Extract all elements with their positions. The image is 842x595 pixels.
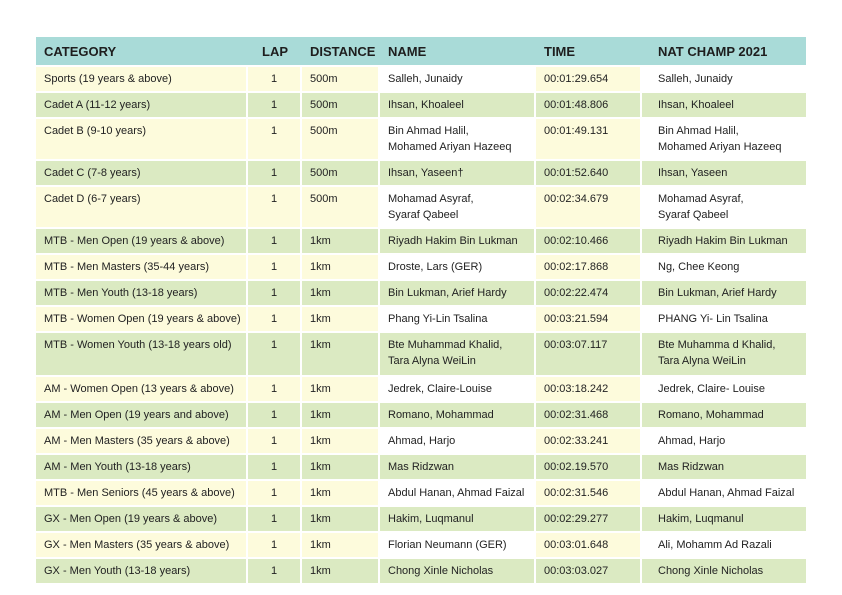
name-line-2: Syaraf Qabeel bbox=[388, 209, 459, 221]
cell-nat-champ bbox=[642, 187, 806, 229]
table-row bbox=[36, 481, 806, 507]
nat-champ-line: Mas Ridzwan bbox=[658, 461, 725, 473]
cell-category: AM - Men Open (19 years and above) bbox=[36, 403, 248, 429]
cell-time: 00:01:48.806 bbox=[536, 93, 642, 119]
nat-champ-line: Bin Ahmad Halil, bbox=[658, 125, 739, 137]
cell-name bbox=[380, 559, 536, 585]
cell-nat-champ bbox=[642, 429, 806, 455]
table-row bbox=[36, 377, 806, 403]
results-table bbox=[36, 37, 806, 585]
cell-distance: 1km bbox=[302, 533, 380, 559]
cell-nat-champ bbox=[642, 333, 806, 377]
cell-nat-champ bbox=[642, 119, 806, 161]
cell-time: 00:02:34.679 bbox=[536, 187, 642, 229]
cell-lap: 1 bbox=[248, 533, 302, 559]
nat-champ-line: Ng, Chee Keong bbox=[658, 261, 740, 273]
cell-time: 00:03:18.242 bbox=[536, 377, 642, 403]
cell-distance: 1km bbox=[302, 403, 380, 429]
nat-champ-line: Ihsan, Khoaleel bbox=[658, 99, 734, 111]
cell-category: MTB - Women Youth (13-18 years old) bbox=[36, 333, 248, 377]
cell-name bbox=[380, 429, 536, 455]
table-row bbox=[36, 533, 806, 559]
cell-time: 00:02:10.466 bbox=[536, 229, 642, 255]
cell-lap: 1 bbox=[248, 429, 302, 455]
header-lap: LAP bbox=[248, 37, 302, 67]
table-row bbox=[36, 161, 806, 187]
name-line: Jedrek, Claire-Louise bbox=[388, 383, 492, 395]
cell-category: Cadet C (7-8 years) bbox=[36, 161, 248, 187]
cell-distance: 1km bbox=[302, 333, 380, 377]
name-line: Romano, Mohammad bbox=[388, 409, 494, 421]
header-nat-champ: NAT CHAMP 2021 bbox=[642, 37, 806, 67]
header-distance: DISTANCE bbox=[302, 37, 380, 67]
cell-name bbox=[380, 307, 536, 333]
table-row bbox=[36, 281, 806, 307]
cell-lap: 1 bbox=[248, 229, 302, 255]
cell-category: MTB - Men Youth (13-18 years) bbox=[36, 281, 248, 307]
nat-champ-line: Abdul Hanan, Ahmad Faizal bbox=[658, 487, 795, 499]
nat-champ-line-2: Syaraf Qabeel bbox=[658, 209, 729, 221]
name-line: Mas Ridzwan bbox=[388, 461, 455, 473]
cell-nat-champ bbox=[642, 93, 806, 119]
header-time: TIME bbox=[536, 37, 642, 67]
cell-name bbox=[380, 403, 536, 429]
cell-name bbox=[380, 281, 536, 307]
nat-champ-line: Salleh, Junaidy bbox=[658, 73, 733, 85]
table-row bbox=[36, 187, 806, 229]
name-line: Mohamad Asyraf, bbox=[388, 193, 474, 205]
cell-name bbox=[380, 507, 536, 533]
cell-category: AM - Men Masters (35 years & above) bbox=[36, 429, 248, 455]
name-line: Ahmad, Harjo bbox=[388, 435, 456, 447]
cell-time: 00:02.19.570 bbox=[536, 455, 642, 481]
name-line: Florian Neumann (GER) bbox=[388, 539, 507, 551]
cell-category: MTB - Men Masters (35-44 years) bbox=[36, 255, 248, 281]
cell-lap: 1 bbox=[248, 161, 302, 187]
nat-champ-line: Hakim, Luqmanul bbox=[658, 513, 744, 525]
cell-nat-champ bbox=[642, 161, 806, 187]
cell-nat-champ bbox=[642, 403, 806, 429]
cell-distance: 1km bbox=[302, 481, 380, 507]
nat-champ-line: PHANG Yi- Lin Tsalina bbox=[658, 313, 768, 325]
cell-distance: 1km bbox=[302, 377, 380, 403]
table-row bbox=[36, 507, 806, 533]
table-row bbox=[36, 333, 806, 377]
cell-time: 00:01:29.654 bbox=[536, 67, 642, 93]
cell-time: 00:02:33.241 bbox=[536, 429, 642, 455]
cell-category: AM - Women Open (13 years & above) bbox=[36, 377, 248, 403]
nat-champ-line: Riyadh Hakim Bin Lukman bbox=[658, 235, 788, 247]
cell-nat-champ bbox=[642, 255, 806, 281]
cell-name bbox=[380, 187, 536, 229]
cell-time: 00:02:29.277 bbox=[536, 507, 642, 533]
name-line: Bte Muhammad Khalid, bbox=[388, 339, 503, 351]
name-line: Phang Yi-Lin Tsalina bbox=[388, 313, 488, 325]
cell-distance: 500m bbox=[302, 187, 380, 229]
cell-name bbox=[380, 161, 536, 187]
cell-category: Cadet A (11-12 years) bbox=[36, 93, 248, 119]
name-line: Bin Lukman, Arief Hardy bbox=[388, 287, 507, 299]
name-line: Bin Ahmad Halil, bbox=[388, 125, 469, 137]
cell-category: AM - Men Youth (13-18 years) bbox=[36, 455, 248, 481]
cell-name bbox=[380, 255, 536, 281]
cell-time: 00:01:52.640 bbox=[536, 161, 642, 187]
nat-champ-line: Romano, Mohammad bbox=[658, 409, 764, 421]
cell-nat-champ bbox=[642, 281, 806, 307]
cell-category: MTB - Men Seniors (45 years & above) bbox=[36, 481, 248, 507]
cell-nat-champ bbox=[642, 377, 806, 403]
nat-champ-line: Chong Xinle Nicholas bbox=[658, 565, 764, 577]
name-line: Salleh, Junaidy bbox=[388, 73, 463, 85]
cell-time: 00:02:17.868 bbox=[536, 255, 642, 281]
table-row bbox=[36, 403, 806, 429]
cell-category: MTB - Men Open (19 years & above) bbox=[36, 229, 248, 255]
cell-lap: 1 bbox=[248, 307, 302, 333]
cell-name bbox=[380, 229, 536, 255]
cell-distance: 500m bbox=[302, 161, 380, 187]
cell-lap: 1 bbox=[248, 377, 302, 403]
cell-time: 00:01:49.131 bbox=[536, 119, 642, 161]
nat-champ-line: Ihsan, Yaseen bbox=[658, 167, 728, 179]
cell-time: 00:03:21.594 bbox=[536, 307, 642, 333]
cell-nat-champ bbox=[642, 533, 806, 559]
cell-category: Cadet B (9-10 years) bbox=[36, 119, 248, 161]
cell-lap: 1 bbox=[248, 281, 302, 307]
table-row bbox=[36, 559, 806, 585]
name-line: Droste, Lars (GER) bbox=[388, 261, 483, 273]
cell-lap: 1 bbox=[248, 559, 302, 585]
cell-name bbox=[380, 333, 536, 377]
cell-time: 00:03:03.027 bbox=[536, 559, 642, 585]
cell-lap: 1 bbox=[248, 507, 302, 533]
cell-time: 00:03:01.648 bbox=[536, 533, 642, 559]
table-row bbox=[36, 255, 806, 281]
cell-category: Sports (19 years & above) bbox=[36, 67, 248, 93]
cell-lap: 1 bbox=[248, 481, 302, 507]
cell-lap: 1 bbox=[248, 187, 302, 229]
name-line: Riyadh Hakim Bin Lukman bbox=[388, 235, 518, 247]
cell-distance: 1km bbox=[302, 229, 380, 255]
name-line: Abdul Hanan, Ahmad Faizal bbox=[388, 487, 525, 499]
table-row bbox=[36, 455, 806, 481]
cell-lap: 1 bbox=[248, 455, 302, 481]
cell-category: GX - Men Masters (35 years & above) bbox=[36, 533, 248, 559]
cell-distance: 1km bbox=[302, 429, 380, 455]
cell-name bbox=[380, 481, 536, 507]
nat-champ-line: Bin Lukman, Arief Hardy bbox=[658, 287, 777, 299]
name-line: Ihsan, Khoaleel bbox=[388, 99, 464, 111]
nat-champ-line-2: Mohamed Ariyan Hazeeq bbox=[658, 141, 782, 153]
nat-champ-line: Mohamad Asyraf, bbox=[658, 193, 744, 205]
cell-lap: 1 bbox=[248, 403, 302, 429]
cell-distance: 500m bbox=[302, 67, 380, 93]
name-line: Chong Xinle Nicholas bbox=[388, 565, 494, 577]
cell-time: 00:02:31.546 bbox=[536, 481, 642, 507]
cell-lap: 1 bbox=[248, 67, 302, 93]
cell-nat-champ bbox=[642, 507, 806, 533]
header-row bbox=[36, 37, 806, 67]
cell-distance: 1km bbox=[302, 455, 380, 481]
cell-distance: 1km bbox=[302, 559, 380, 585]
cell-category: GX - Men Open (19 years & above) bbox=[36, 507, 248, 533]
cell-time: 00:02:22.474 bbox=[536, 281, 642, 307]
cell-distance: 500m bbox=[302, 119, 380, 161]
name-line: Ihsan, Yaseen† bbox=[388, 167, 464, 179]
cell-time: 00:02:31.468 bbox=[536, 403, 642, 429]
cell-nat-champ bbox=[642, 229, 806, 255]
table-row bbox=[36, 67, 806, 93]
cell-name bbox=[380, 119, 536, 161]
header-name: NAME bbox=[380, 37, 536, 67]
cell-nat-champ bbox=[642, 481, 806, 507]
nat-champ-line: Ali, Mohamm Ad Razali bbox=[658, 539, 772, 551]
cell-name bbox=[380, 377, 536, 403]
name-line: Hakim, Luqmanul bbox=[388, 513, 474, 525]
table-row bbox=[36, 119, 806, 161]
table-row bbox=[36, 229, 806, 255]
cell-lap: 1 bbox=[248, 93, 302, 119]
cell-name bbox=[380, 67, 536, 93]
cell-name bbox=[380, 455, 536, 481]
cell-nat-champ bbox=[642, 455, 806, 481]
cell-category: GX - Men Youth (13-18 years) bbox=[36, 559, 248, 585]
table-header bbox=[36, 37, 806, 67]
table-row bbox=[36, 307, 806, 333]
table-row bbox=[36, 429, 806, 455]
cell-lap: 1 bbox=[248, 333, 302, 377]
cell-nat-champ bbox=[642, 559, 806, 585]
cell-distance: 500m bbox=[302, 93, 380, 119]
cell-distance: 1km bbox=[302, 307, 380, 333]
cell-nat-champ bbox=[642, 307, 806, 333]
cell-name bbox=[380, 533, 536, 559]
name-line-2: Mohamed Ariyan Hazeeq bbox=[388, 141, 512, 153]
cell-lap: 1 bbox=[248, 119, 302, 161]
cell-distance: 1km bbox=[302, 255, 380, 281]
cell-lap: 1 bbox=[248, 255, 302, 281]
table-body bbox=[36, 67, 806, 585]
name-line-2: Tara Alyna WeiLin bbox=[388, 355, 476, 367]
nat-champ-line: Bte Muhamma d Khalid, bbox=[658, 339, 776, 351]
nat-champ-line: Ahmad, Harjo bbox=[658, 435, 726, 447]
table-row bbox=[36, 93, 806, 119]
cell-time: 00:03:07.117 bbox=[536, 333, 642, 377]
cell-category: MTB - Women Open (19 years & above) bbox=[36, 307, 248, 333]
cell-name bbox=[380, 93, 536, 119]
nat-champ-line-2: Tara Alyna WeiLin bbox=[658, 355, 746, 367]
cell-distance: 1km bbox=[302, 281, 380, 307]
cell-distance: 1km bbox=[302, 507, 380, 533]
nat-champ-line: Jedrek, Claire- Louise bbox=[658, 383, 765, 395]
cell-category: Cadet D (6-7 years) bbox=[36, 187, 248, 229]
cell-nat-champ bbox=[642, 67, 806, 93]
header-category: CATEGORY bbox=[36, 37, 248, 67]
